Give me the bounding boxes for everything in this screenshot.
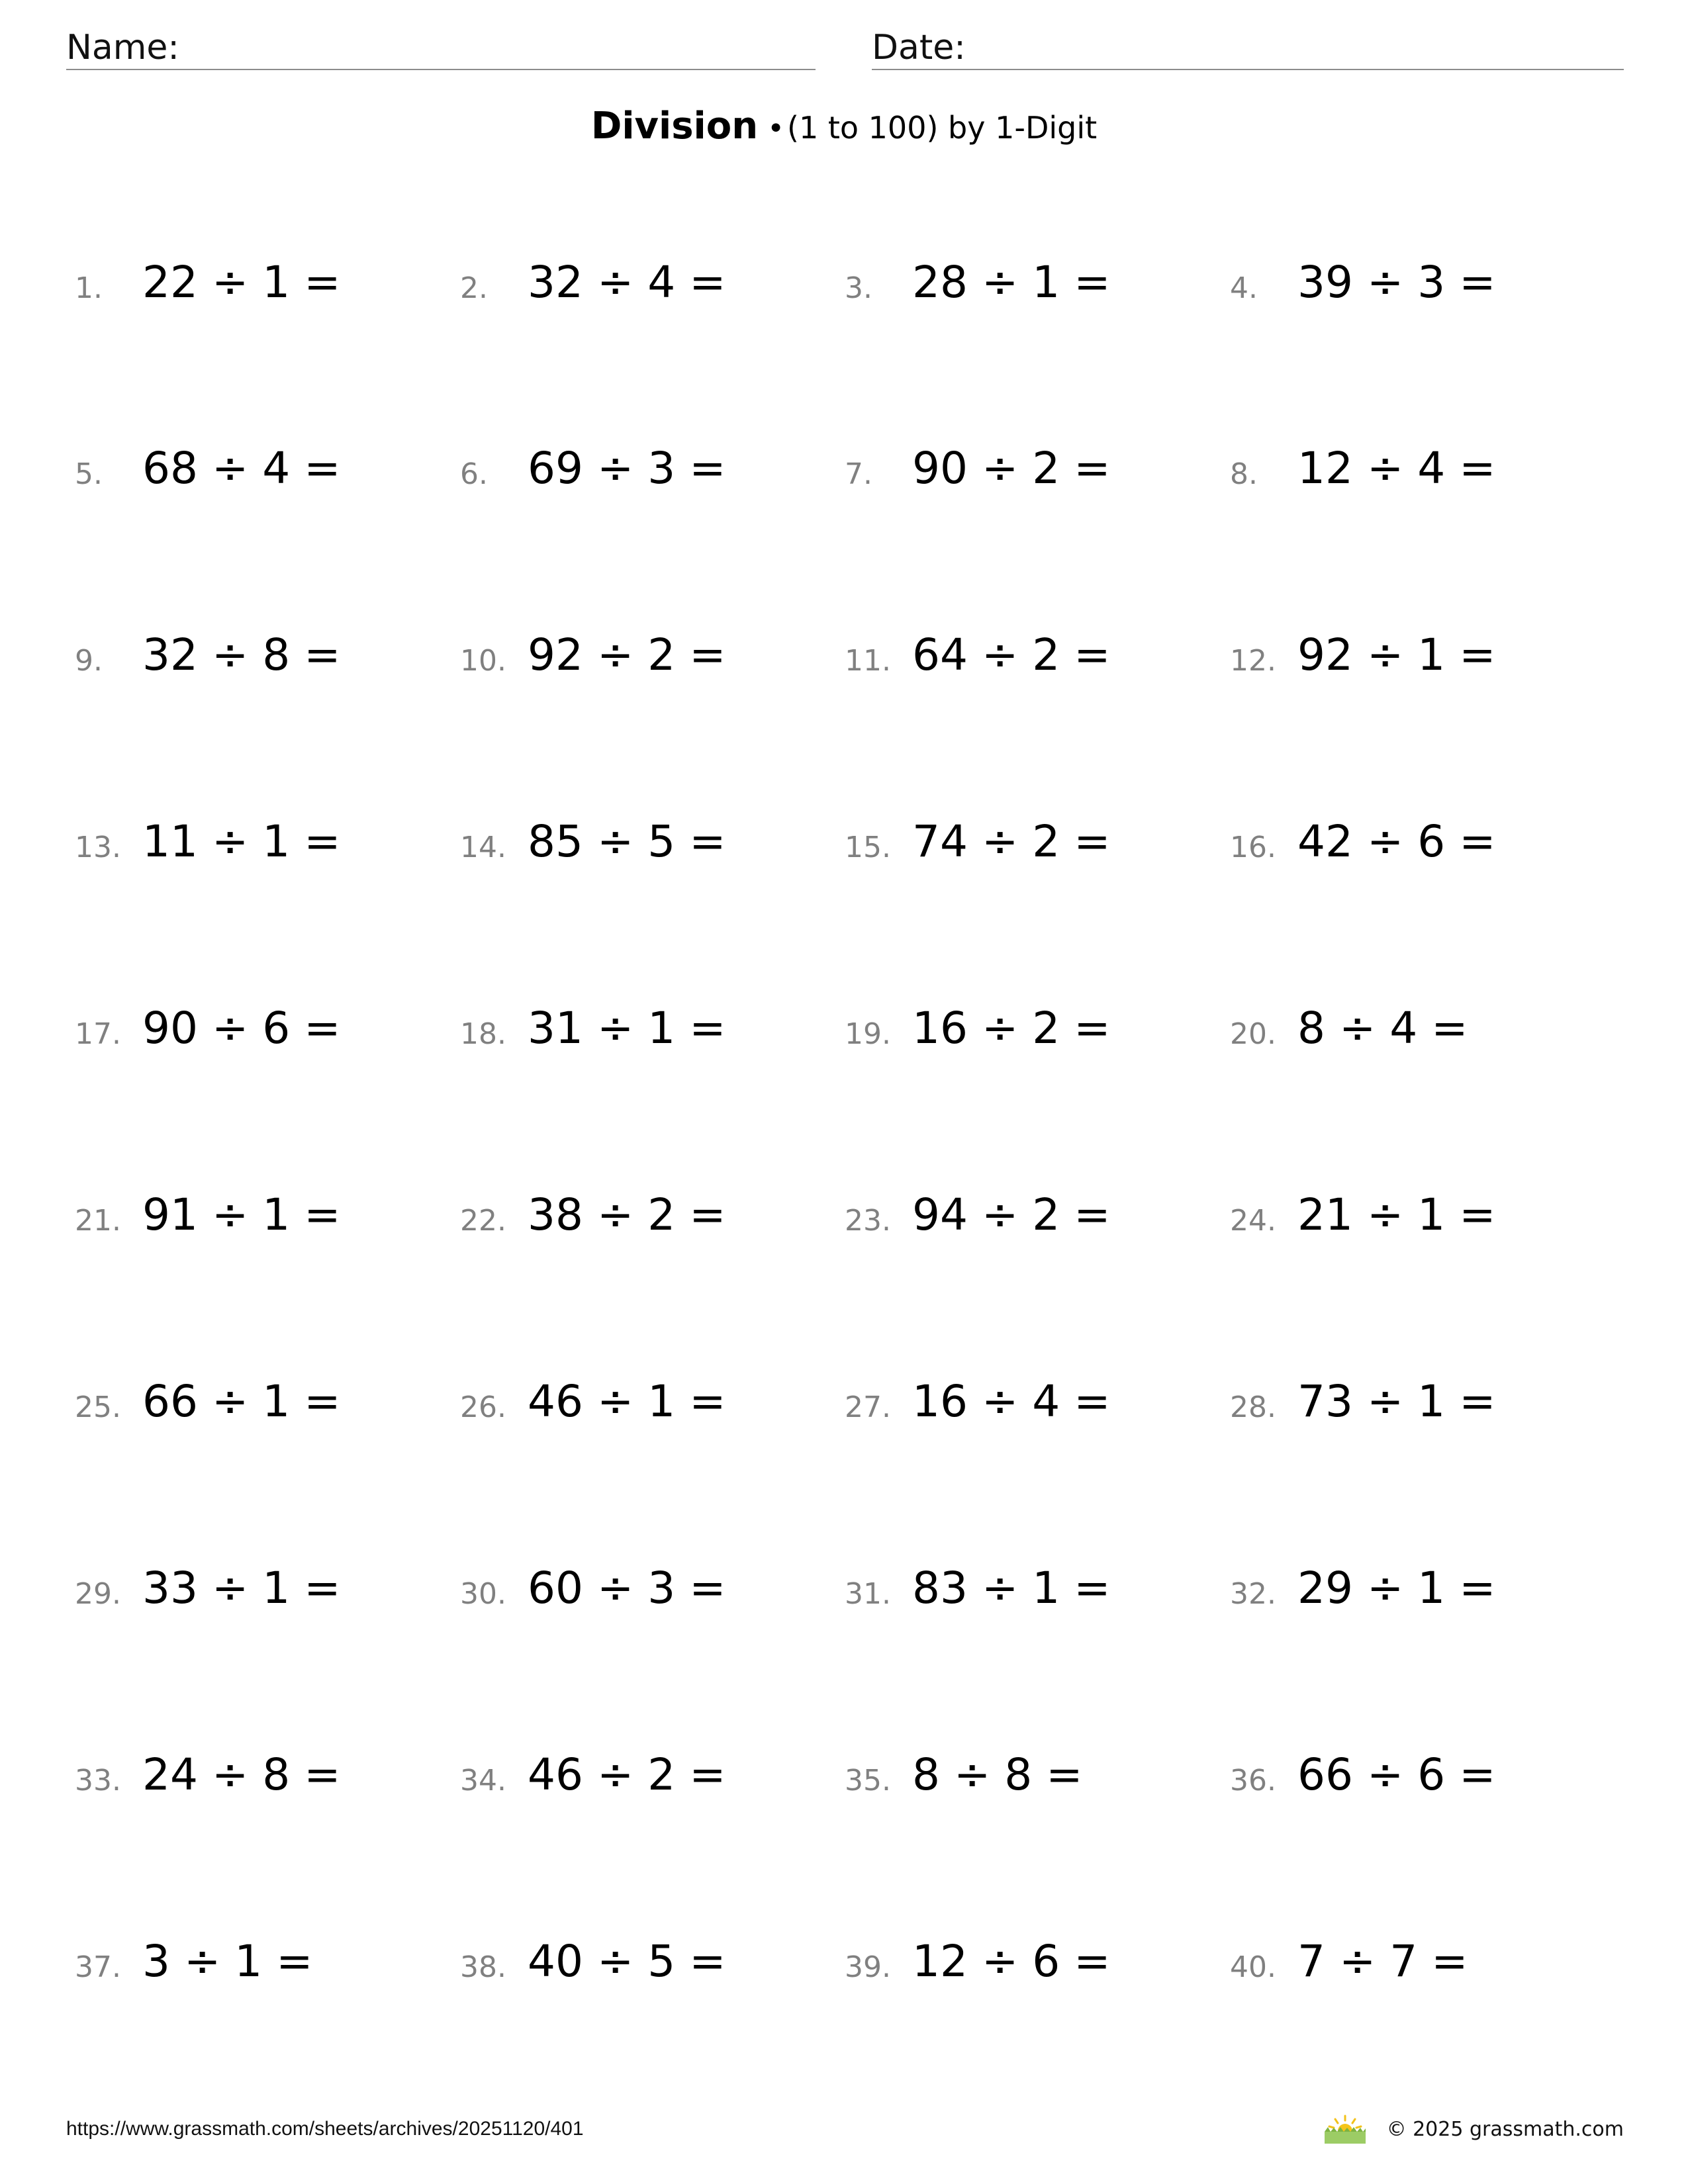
problem-expression: 16 ÷ 2 = bbox=[912, 1003, 1111, 1054]
problem-expression: 29 ÷ 1 = bbox=[1297, 1563, 1496, 1614]
problem-number: 17. bbox=[75, 1017, 121, 1051]
problem-item bbox=[460, 1371, 831, 1431]
problem-expression: 46 ÷ 2 = bbox=[528, 1749, 726, 1800]
problem-number: 9. bbox=[75, 644, 103, 678]
problem-item bbox=[1230, 1745, 1601, 1804]
problem-number: 11. bbox=[845, 644, 891, 678]
problem-number: 39. bbox=[845, 1950, 891, 1984]
problem-number: 40. bbox=[1230, 1950, 1276, 1984]
problem-number: 15. bbox=[845, 831, 891, 864]
problem-number: 13. bbox=[75, 831, 121, 864]
problem-item bbox=[75, 1558, 445, 1617]
problem-item bbox=[75, 998, 445, 1058]
problem-expression: 28 ÷ 1 = bbox=[912, 257, 1111, 308]
problem-item bbox=[75, 1931, 445, 1991]
problem-item bbox=[845, 998, 1215, 1058]
problem-item bbox=[460, 811, 831, 871]
problem-number: 35. bbox=[845, 1764, 891, 1797]
problem-number: 10. bbox=[460, 644, 506, 678]
problem-expression: 69 ÷ 3 = bbox=[528, 443, 726, 494]
problem-expression: 12 ÷ 4 = bbox=[1297, 443, 1496, 494]
problem-item bbox=[75, 811, 445, 871]
problem-expression: 94 ÷ 2 = bbox=[912, 1189, 1111, 1240]
problem-number: 23. bbox=[845, 1204, 891, 1238]
problem-number: 25. bbox=[75, 1390, 121, 1424]
problem-item bbox=[75, 1371, 445, 1431]
date-label: Date: bbox=[872, 28, 966, 68]
problem-number: 19. bbox=[845, 1017, 891, 1051]
problem-number: 29. bbox=[75, 1577, 121, 1611]
problem-item bbox=[845, 1558, 1215, 1617]
problem-number: 7. bbox=[845, 457, 872, 491]
problem-item bbox=[460, 438, 831, 498]
problem-item bbox=[460, 1745, 831, 1804]
problem-item bbox=[1230, 1558, 1601, 1617]
title-main: Division bbox=[590, 105, 759, 148]
problem-expression: 92 ÷ 1 = bbox=[1297, 629, 1496, 680]
problem-expression: 39 ÷ 3 = bbox=[1297, 257, 1496, 308]
problem-item bbox=[75, 252, 445, 312]
problem-item bbox=[460, 1185, 831, 1244]
problem-expression: 46 ÷ 1 = bbox=[528, 1376, 726, 1427]
problem-expression: 40 ÷ 5 = bbox=[528, 1936, 726, 1987]
problem-expression: 92 ÷ 2 = bbox=[528, 629, 726, 680]
problem-number: 18. bbox=[460, 1017, 506, 1051]
problem-expression: 66 ÷ 6 = bbox=[1297, 1749, 1496, 1800]
problem-number: 28. bbox=[1230, 1390, 1276, 1424]
problem-item bbox=[1230, 998, 1601, 1058]
problem-expression: 42 ÷ 6 = bbox=[1297, 816, 1496, 867]
footer-copyright: © 2025 grassmath.com bbox=[1386, 2117, 1624, 2141]
problem-item bbox=[1230, 438, 1601, 498]
grass-sun-logo-icon bbox=[1322, 2114, 1368, 2144]
problem-item bbox=[75, 625, 445, 684]
problem-expression: 3 ÷ 1 = bbox=[142, 1936, 313, 1987]
problem-number: 2. bbox=[460, 271, 488, 305]
problem-number: 24. bbox=[1230, 1204, 1276, 1238]
problem-item bbox=[845, 1185, 1215, 1244]
problem-item bbox=[1230, 811, 1601, 871]
problem-number: 34. bbox=[460, 1764, 506, 1797]
problem-expression: 8 ÷ 4 = bbox=[1297, 1003, 1468, 1054]
problem-number: 12. bbox=[1230, 644, 1276, 678]
problem-expression: 31 ÷ 1 = bbox=[528, 1003, 726, 1054]
footer-url: https://www.grassmath.com/sheets/archives/20251120/401 bbox=[66, 2118, 584, 2140]
problem-expression: 22 ÷ 1 = bbox=[142, 257, 341, 308]
problem-item bbox=[845, 811, 1215, 871]
problem-expression: 73 ÷ 1 = bbox=[1297, 1376, 1496, 1427]
problem-expression: 66 ÷ 1 = bbox=[142, 1376, 341, 1427]
problem-number: 14. bbox=[460, 831, 506, 864]
problem-number: 32. bbox=[1230, 1577, 1276, 1611]
problem-item bbox=[845, 252, 1215, 312]
problem-expression: 32 ÷ 4 = bbox=[528, 257, 726, 308]
problem-number: 16. bbox=[1230, 831, 1276, 864]
problem-item bbox=[460, 625, 831, 684]
problem-item bbox=[1230, 625, 1601, 684]
problem-number: 5. bbox=[75, 457, 103, 491]
problem-number: 36. bbox=[1230, 1764, 1276, 1797]
problem-number: 22. bbox=[460, 1204, 506, 1238]
problem-number: 31. bbox=[845, 1577, 891, 1611]
problem-item bbox=[460, 252, 831, 312]
problem-expression: 16 ÷ 4 = bbox=[912, 1376, 1111, 1427]
problem-number: 4. bbox=[1230, 271, 1258, 305]
problem-expression: 90 ÷ 6 = bbox=[142, 1003, 341, 1054]
problem-number: 8. bbox=[1230, 457, 1258, 491]
problem-expression: 64 ÷ 2 = bbox=[912, 629, 1111, 680]
problem-item bbox=[1230, 1185, 1601, 1244]
problem-number: 1. bbox=[75, 271, 103, 305]
problem-expression: 24 ÷ 8 = bbox=[142, 1749, 341, 1800]
problem-expression: 60 ÷ 3 = bbox=[528, 1563, 726, 1614]
title-bullet: • bbox=[767, 112, 785, 146]
problem-expression: 11 ÷ 1 = bbox=[142, 816, 341, 867]
problem-expression: 68 ÷ 4 = bbox=[142, 443, 341, 494]
problem-expression: 32 ÷ 8 = bbox=[142, 629, 341, 680]
problem-item bbox=[460, 1931, 831, 1991]
problem-item bbox=[460, 1558, 831, 1617]
problem-item bbox=[460, 998, 831, 1058]
problem-expression: 74 ÷ 2 = bbox=[912, 816, 1111, 867]
problem-number: 38. bbox=[460, 1950, 506, 1984]
problem-number: 21. bbox=[75, 1204, 121, 1238]
title-subtitle: (1 to 100) by 1-Digit bbox=[787, 110, 1098, 146]
problem-item bbox=[75, 438, 445, 498]
problem-item bbox=[1230, 1371, 1601, 1431]
problem-expression: 83 ÷ 1 = bbox=[912, 1563, 1111, 1614]
problem-item bbox=[1230, 1931, 1601, 1991]
problem-number: 37. bbox=[75, 1950, 121, 1984]
problem-number: 33. bbox=[75, 1764, 121, 1797]
problem-expression: 91 ÷ 1 = bbox=[142, 1189, 341, 1240]
problem-item bbox=[1230, 252, 1601, 312]
problem-number: 26. bbox=[460, 1390, 506, 1424]
problem-item bbox=[845, 438, 1215, 498]
problem-expression: 8 ÷ 8 = bbox=[912, 1749, 1083, 1800]
problem-item bbox=[845, 1371, 1215, 1431]
problem-number: 3. bbox=[845, 271, 872, 305]
problem-expression: 7 ÷ 7 = bbox=[1297, 1936, 1468, 1987]
problem-expression: 12 ÷ 6 = bbox=[912, 1936, 1111, 1987]
problem-expression: 90 ÷ 2 = bbox=[912, 443, 1111, 494]
problem-item bbox=[845, 1745, 1215, 1804]
problem-expression: 38 ÷ 2 = bbox=[528, 1189, 726, 1240]
footer-branding bbox=[1322, 2113, 1624, 2146]
problem-number: 27. bbox=[845, 1390, 891, 1424]
problem-item bbox=[845, 1931, 1215, 1991]
name-label: Name: bbox=[66, 28, 179, 68]
problem-number: 6. bbox=[460, 457, 488, 491]
problem-item bbox=[75, 1745, 445, 1804]
problem-expression: 21 ÷ 1 = bbox=[1297, 1189, 1496, 1240]
problem-number: 20. bbox=[1230, 1017, 1276, 1051]
problem-expression: 33 ÷ 1 = bbox=[142, 1563, 341, 1614]
problem-item bbox=[845, 625, 1215, 684]
problem-expression: 85 ÷ 5 = bbox=[528, 816, 726, 867]
problem-item bbox=[75, 1185, 445, 1244]
problem-number: 30. bbox=[460, 1577, 506, 1611]
